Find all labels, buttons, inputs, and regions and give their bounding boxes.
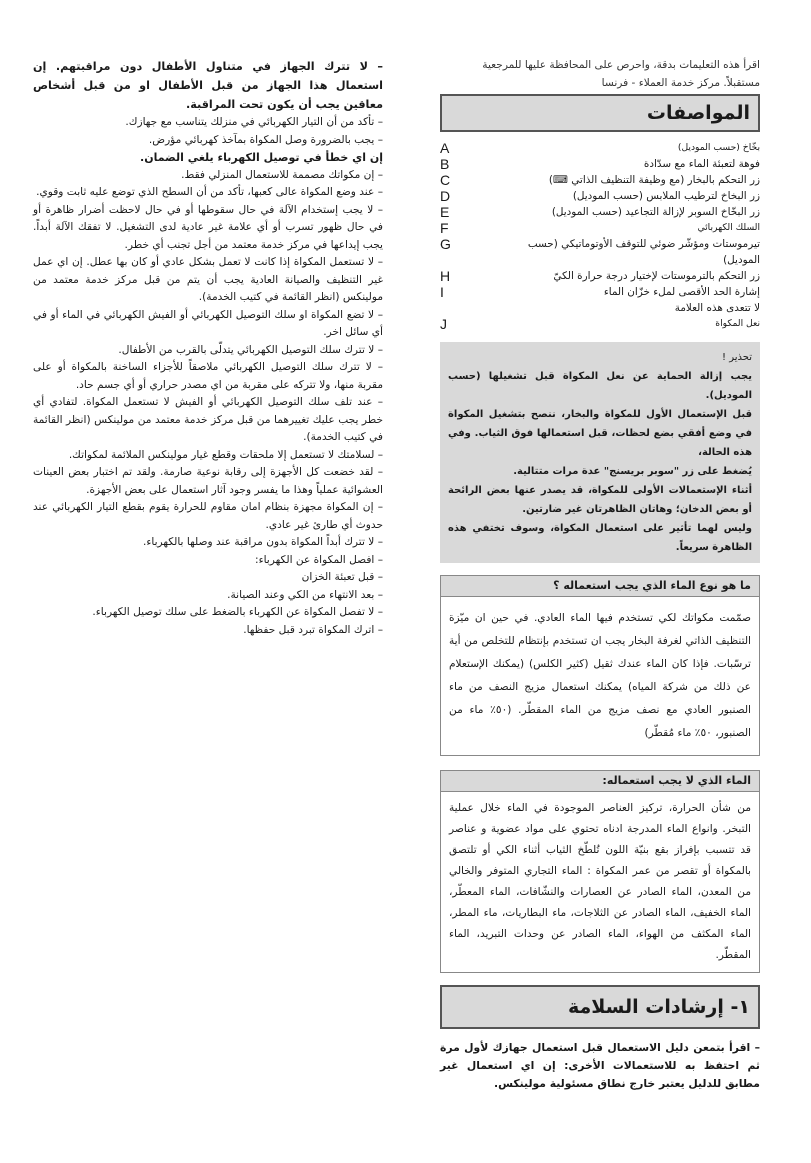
safety-item: – تأكد من أن التيار الكهربائي في منزلك يتناسب مع جهازك. [125, 116, 383, 128]
spec-item-letter: C [440, 172, 451, 188]
warning-line: وليس لهما تأثير على استعمال المكواة، وسوف تختفي هذه الظاهرة سريعاً. [448, 523, 752, 553]
specs-title-bar [440, 94, 760, 132]
intro-line-2: مستقبلاً. مركز خدمة العملاء - فرنسا [601, 76, 760, 89]
spec-item-text: فوهة لتعبئة الماء مع سدّادة [643, 158, 760, 170]
spec-item-text: تيرموستات ومؤشّر ضوئي للتوقف الأوتوماتيكي (حسب الموديل) [527, 238, 760, 266]
specs-title: المواصفات [646, 102, 750, 124]
safety-item: – قبل تعبئة الخزان [301, 571, 383, 583]
warning-line: قبل الإستعمال الأول للمكواة والبخار، ننصح بتشغيل المكواة في وضع أفقي بضع لحظات، قبل استعمالها فوق الثياب. وفي هذه الحالة، [448, 409, 752, 458]
spec-item-letter: G [440, 236, 451, 252]
safety-title-bar [440, 985, 760, 1029]
specs-list [440, 140, 760, 332]
warning-box [440, 342, 760, 563]
spec-item-letter: J [440, 316, 447, 332]
spec-item-text: السلك الكهربائي [697, 222, 760, 233]
spec-item-text: زر التحكم بالترموستات لإختيار درجة حرارة الكيّ [553, 270, 760, 282]
water-type-box [440, 575, 760, 756]
water-not-box [440, 770, 760, 973]
spec-item [440, 188, 760, 204]
spec-item-text: لا تتعدى هذه العلامة [674, 302, 760, 314]
spec-item-letter: B [440, 156, 450, 172]
spec-item-text: زر البخّاخ السوبر لإزالة التجاعيد (حسب الموديل) [551, 206, 760, 218]
water-not-body: من شأن الحرارة، تركيز العناصر الموجودة في الماء خلال عملية التبخر. وانواع الماء المدرجة ادناه تحتوي على مواد عضوية و عناصر قد تتسبب بإفراز بقع بنيّة اللون تُلطّخ الثياب أثناء الكي أو تلتصق بالمكواة أو تقصر من عمر المكواة : الماء التجاري المتوفر والخالي من المعدن، الماء الصادر عن العصارات والنشّافات، الماء المعطّر، الماء الخفيف، الماء الصادر عن الثلاجات، ماء البطاريات، ماء المطر، الماء المكثف من الهواء، الماء الصادر عن وحدات التبريد، الماء المقطّر. [449, 802, 751, 961]
safety-item: – إن المكواة مجهزة بنظام امان مقاوم للحرارة يقوم بقطع التيار الكهربائي عند حدوث أي طارئ غير عادي. [33, 501, 383, 531]
spec-item-text: إشارة الحد الأقصى لملء خزّان الماء [603, 286, 760, 298]
spec-item-letter: D [440, 188, 451, 204]
spec-item-letter: A [440, 140, 450, 156]
warning-line: يجب إزالة الحماية عن نعل المكواة قبل تشغيلها (حسب الموديل). [448, 371, 752, 401]
spec-item-letter: I [440, 284, 444, 300]
spec-item-letter: E [440, 204, 450, 220]
safety-title: ١- إرشادات السلامة [567, 996, 750, 1018]
spec-item-text: زر التحكم بالبخار (مع وظيفة التنظيف الذاتي ⌨) [548, 174, 760, 186]
water-not-heading: الماء الذي لا يجب استعماله: [441, 771, 759, 792]
safety-item: – لا يجب إستخدام الآلة في حال سقوطها أو في حال لاحظت أضرار ظاهرة أو في حال ظهور تسرب أو أي علامة غير عادية لدى التشغيل. لا تفقك الآلة أبداً. يجب إيداعها في مركز خدمة معتمد من أجل تجنب أي خطر. [33, 203, 383, 251]
safety-item: – لا تترك أبداً المكواة بدون مراقبة عند وصلها بالكهرباء. [143, 536, 383, 548]
spec-item-text: نعل المكواة [715, 318, 760, 329]
safety-item: – لا تترك سلك التوصيل الكهربائي ملاصقاً للأجزاء الساخنة بالمكواة أو على مقربة منها، ولا تتركه على مقربة من اي مصدر حراري أو أي جسم حاد. [33, 361, 383, 391]
spec-item-text: زر البخاخ لترطيب الملابس (حسب الموديل) [572, 190, 760, 202]
spec-item [440, 300, 760, 316]
children-warning: – لا تترك الجهاز في متناول الأطفال دون مراقبتهم. إن استعمال هذا الجهاز من قبل الأطفال او من قبل أشخاص معاقين يجب أن يكون تحت المراقبة. [33, 60, 383, 111]
safety-item: – لا تترك سلك التوصيل الكهربائي يتدلّى بالقرب من الأطفال. [118, 343, 383, 356]
water-type-body: صمّمت مكواتك لكي تستخدم فيها الماء العادي. في حين ان ميّزة التنظيف الذاتي لغرفة البخار يجب ان تستخدم بإنتظام للتخلص من أية ترسّبات. فإذا كان الماء عندك ثقيل (كثير الكلس) (يمكنك الإستعلام عن ذلك من شركة المياه) يمكنك استعمال مزيج النصف من ماء الصنبور العادي مع نصف مزيج من الماء المقطّر. (٥٠٪ ماء من الصنبور، ٥٠٪ ماء مُقطّر) [449, 612, 751, 739]
safety-item: – لقد خضعت كل الأجهزة إلى رقابة نوعية صارمة. ولقد تم اختبار بعض العينات العشوائية عملياً وهذا ما يفسر وجود آثار استعمال على بعض الأجهزة. [33, 466, 383, 496]
intro-line-1: اقرأ هذه التعليمات بدقة، واحرص على المحافظة عليها للمرجعية [482, 59, 760, 71]
safety-item: – لا تضع المكواة او سلك التوصيل الكهربائي أو الفيش الكهربائي في الماء أو في أي سائل اخر. [33, 308, 383, 338]
safety-item: – لسلامتك لا تستعمل إلا ملحقات وقطع غيار مولينكس الملائمة لمكواتك. [68, 448, 383, 461]
spec-item [440, 236, 760, 268]
safety-item: – لا تفصل المكواة عن الكهرباء بالضغط على سلك توصيل الكهرباء. [92, 606, 383, 618]
safety-item: – اترك المكواة تبرد قبل حفظها. [243, 623, 383, 636]
safety-item: – بعد الانتهاء من الكي وعند الصيانة. [227, 588, 383, 601]
spec-item [440, 172, 760, 188]
water-type-heading: ما هو نوع الماء الذي يجب استعماله ؟ [441, 576, 759, 597]
spec-item [440, 316, 760, 332]
spec-item-letter: H [440, 268, 451, 284]
left-column [33, 57, 383, 639]
warranty-warning: إن اي خطأ في توصيل الكهرباء يلغي الضمان. [140, 151, 383, 164]
spec-item-letter: F [440, 220, 449, 236]
warning-title: تحذير ! [722, 352, 752, 363]
spec-item [440, 140, 760, 156]
safety-item: – عند تلف سلك التوصيل الكهربائي أو الفيش لا تستعمل المكواة. لتفادي أي خطر يجب عليك تغييرهما من قبل مركز خدمة معتمد من مولينكس (انظر القائمة في كتيب الخدمة). [33, 396, 383, 443]
safety-item: – لا تستعمل المكواة إذا كانت لا تعمل بشكل عادي أو كان بها عطل. إن اي عمل غير التنظيف والصيانة العادية يجب أن يتم من قبل مركز خدمة معتمد من مولينكس (انظر القائمة في كتيب الخدمة). [33, 256, 383, 303]
safety-item: – يجب بالضرورة وصل المكواة بمآخذ كهربائي مؤرض. [148, 133, 383, 146]
right-column [440, 57, 760, 1093]
spec-item [440, 268, 760, 284]
spec-item [440, 204, 760, 220]
safety-intro: – اقرأ بتمعن دليل الاستعمال قبل استعمال جهازك لأول مرة ثم احتفظ به للاستعمالات الأخرى: إن اي استعمال غير مطابق للدليل يعتبر خارج نطاق مسئولية مولينكس. [440, 1041, 760, 1090]
spec-item [440, 156, 760, 172]
spec-item [440, 220, 760, 236]
spec-item-text: بخّاخ (حسب الموديل) [677, 142, 760, 153]
warning-line: أثناء الإستعمالات الأولى للمكواة، قد يصدر عنها بعض الرائحة أو بعض الدخان؛ وهاتان الظاهرتان غير ضارتين. [448, 485, 752, 515]
warning-lines [448, 367, 752, 557]
spec-item [440, 284, 760, 300]
safety-item: – إن مكواتك مصممة للاستعمال المنزلي فقط. [181, 168, 383, 181]
safety-item: – افصل المكواة عن الكهرباء: [255, 553, 383, 566]
safety-item: – عند وضع المكواة عالى كعبها، تأكد من أن السطح الذي توضع عليه ثابت وقوي. [36, 186, 383, 198]
warning-line: يُضغط على زر "سوبر بريسنج" عدة مرات متتالية. [513, 466, 752, 477]
